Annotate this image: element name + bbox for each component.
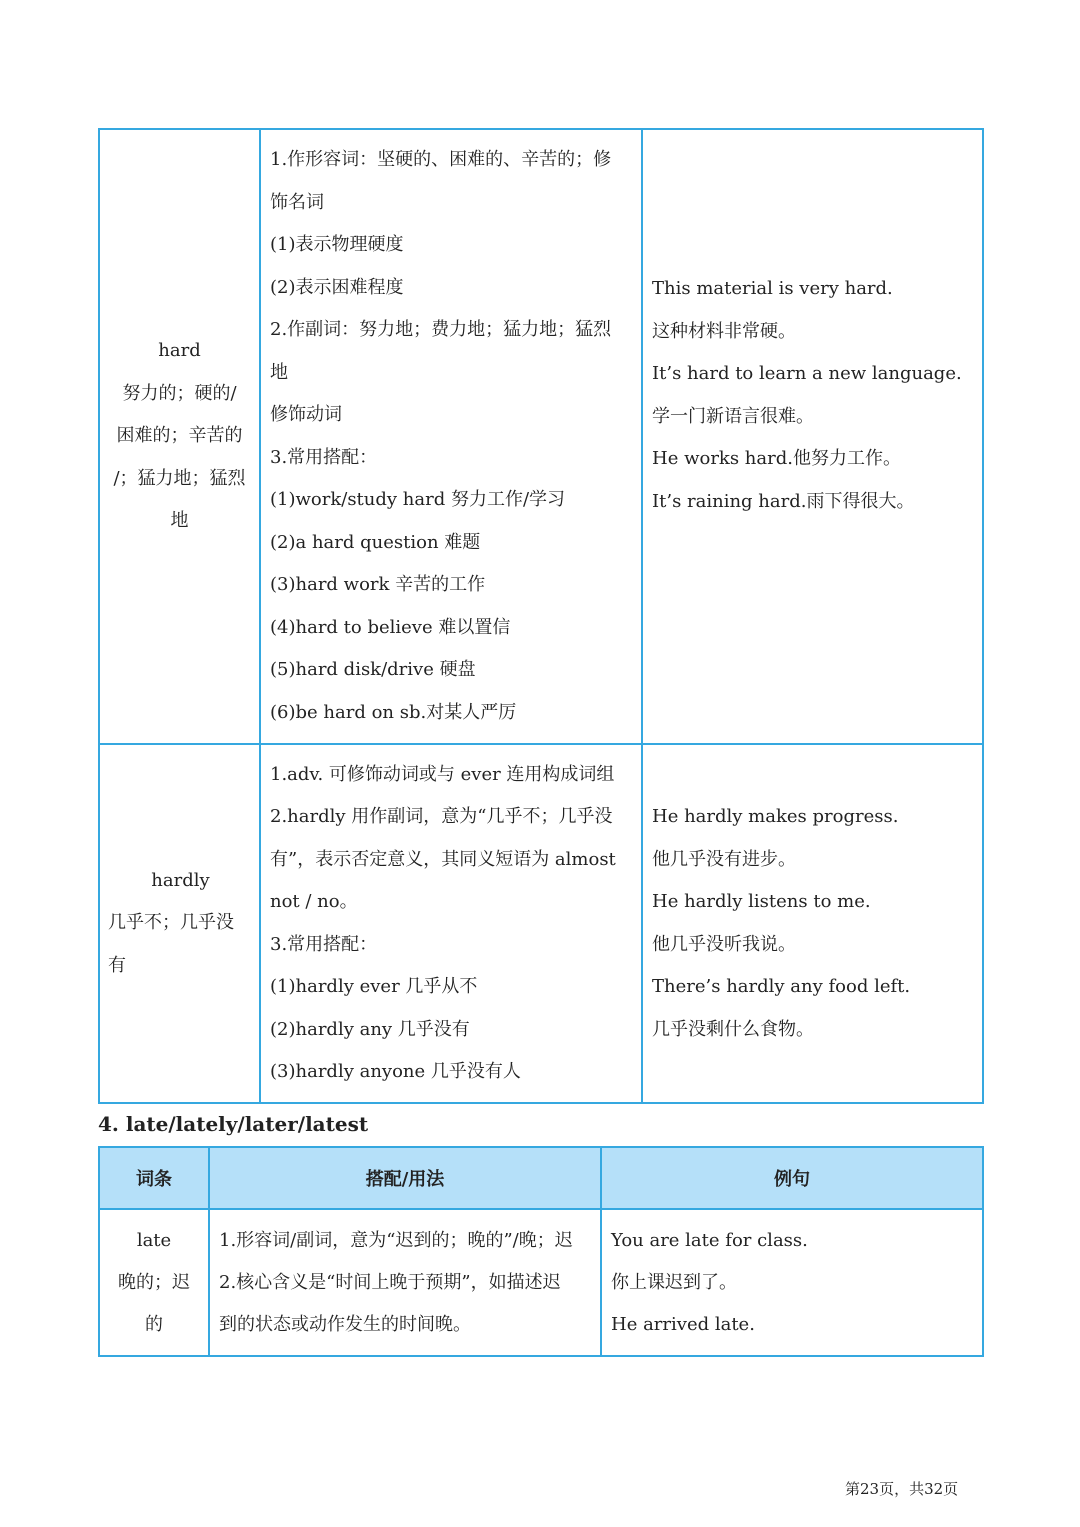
example-line: He works hard.他努力工作。 [652, 448, 901, 469]
usage-line: (1)表示物理硬度 [270, 234, 404, 255]
example-line: You are late for class. [611, 1229, 808, 1251]
usage-line: (6)be hard on sb.对某人严厉 [270, 701, 517, 723]
page-number: 第23页，共32页 [845, 1480, 959, 1498]
example-line: It’s raining hard.雨下得很大。 [652, 490, 915, 512]
usage-line: 2.hardly 用作副词，意为“几乎不；几乎没 [270, 806, 613, 827]
usage-line: (5)hard disk/drive 硬盘 [270, 659, 476, 680]
word-line: late [136, 1229, 172, 1251]
word-line: /；猛力地；猛烈 [113, 467, 246, 489]
word-line: hard [158, 340, 201, 362]
usage-line: 2.作副词：努力地；费力地；猛力地；猛烈 [270, 319, 612, 340]
example-cell [601, 1209, 983, 1356]
header-usage: 搭配/用法 [209, 1147, 601, 1209]
example-line: He hardly makes progress. [652, 806, 899, 827]
usage-line: 1.形容词/副词，意为“迟到的；晚的”/晚；迟 [219, 1229, 573, 1251]
usage-line: 到的状态或动作发生的时间晚。 [219, 1313, 471, 1335]
example-cell [642, 744, 983, 1103]
word-line: 地 [170, 510, 189, 532]
header-entry: 词条 [99, 1147, 209, 1209]
usage-line: (3)hardly anyone 几乎没有人 [270, 1061, 521, 1082]
usage-line: 有”，表示否定意义，其同义短语为 almost [270, 848, 616, 870]
example-line: 你上课迟到了。 [611, 1271, 737, 1293]
usage-line: 1.adv. 可修饰动词或与 ever 连用构成词组 [270, 763, 615, 785]
word-line: 有 [108, 954, 126, 976]
usage-line: 修饰动词 [270, 404, 342, 425]
usage-line: (1)hardly ever 几乎从不 [270, 976, 478, 997]
usage-line: not / no。 [270, 891, 358, 912]
word-line: 几乎不；几乎没 [108, 912, 234, 934]
usage-cell [260, 744, 642, 1103]
example-line: 他几乎没听我说。 [652, 933, 796, 955]
example-line: He arrived late. [611, 1313, 755, 1335]
word-cell [99, 1209, 209, 1356]
example-line: There’s hardly any food left. [652, 976, 911, 997]
word-line: 努力的；硬的/ [122, 382, 237, 404]
usage-line: (2)hardly any 几乎没有 [270, 1018, 470, 1040]
header-example: 例句 [601, 1147, 983, 1209]
usage-line: 地 [270, 361, 288, 383]
table-row [99, 744, 983, 1103]
usage-line: (1)work/study hard 努力工作/学习 [270, 489, 566, 510]
word-line: 的 [145, 1313, 163, 1335]
word-line: 困难的；辛苦的 [116, 425, 243, 447]
usage-line: (2)a hard question 难题 [270, 531, 481, 553]
vocab-table-continued [98, 128, 984, 1104]
example-line: 学一门新语言很难。 [652, 405, 814, 427]
vocab-table-late [98, 1146, 984, 1357]
usage-line: 1.作形容词：坚硬的、困难的、辛苦的；修 [270, 149, 612, 170]
word-line: hardly [151, 869, 210, 891]
example-line: It’s hard to learn a new language. [652, 363, 962, 384]
word-cell [99, 129, 260, 744]
usage-line: 2.核心含义是“时间上晚于预期”，如描述迟 [219, 1271, 561, 1293]
section-heading: 4. late/lately/later/latest [98, 1112, 369, 1136]
usage-cell [260, 129, 642, 744]
word-cell [99, 744, 260, 1103]
usage-line: 3.常用搭配： [270, 933, 378, 955]
table-row [99, 129, 983, 744]
usage-line: (2)表示困难程度 [270, 276, 404, 298]
example-line: This material is very hard. [652, 278, 893, 299]
usage-cell [209, 1209, 601, 1356]
table-header-row [99, 1147, 983, 1209]
usage-line: 3.常用搭配： [270, 446, 378, 468]
table-row [99, 1209, 983, 1356]
usage-line: 饰名词 [270, 191, 324, 213]
usage-line: (4)hard to believe 难以置信 [270, 616, 511, 638]
example-cell [642, 129, 983, 744]
example-line: 几乎没剩什么食物。 [652, 1018, 814, 1040]
example-line: 这种材料非常硬。 [652, 320, 796, 342]
example-line: He hardly listens to me. [652, 891, 871, 912]
word-line: 晚的；迟 [118, 1271, 190, 1293]
example-line: 他几乎没有进步。 [652, 848, 796, 870]
usage-line: (3)hard work 辛苦的工作 [270, 574, 486, 595]
